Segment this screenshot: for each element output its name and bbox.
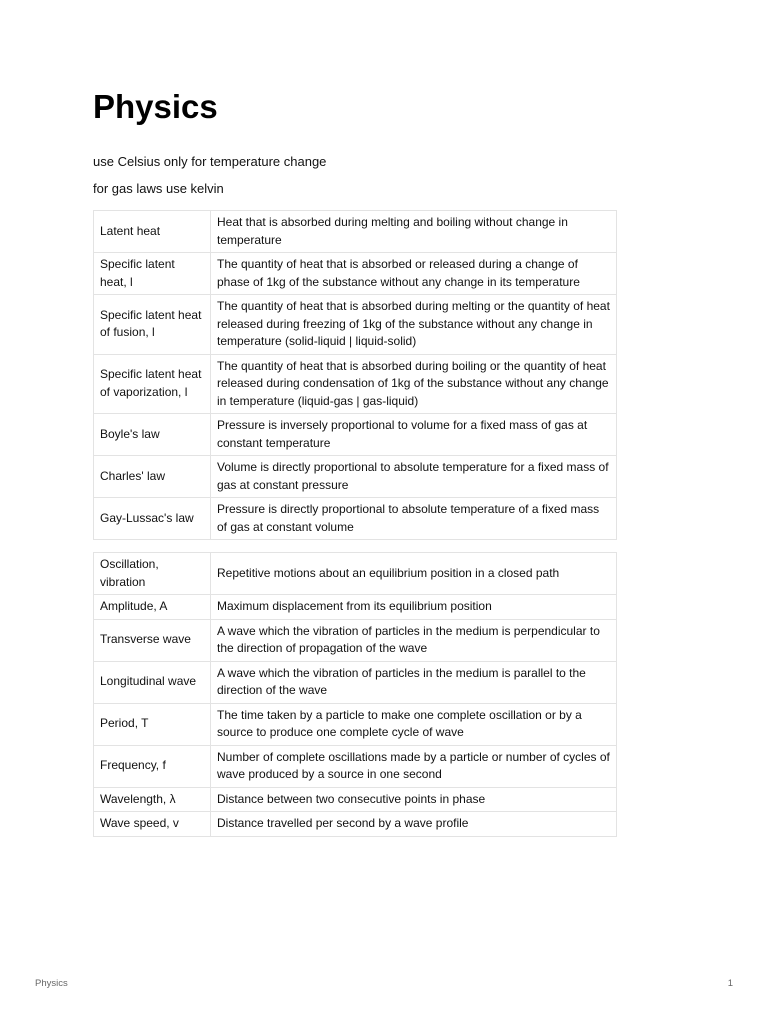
- definition-cell: Volume is directly proportional to absolute temperature for a fixed mass of gas at constant pressure: [211, 456, 617, 498]
- note-kelvin: for gas laws use kelvin: [93, 181, 224, 196]
- term-cell: Charles' law: [94, 456, 211, 498]
- table-row: [94, 812, 617, 837]
- table-row: [94, 703, 617, 745]
- table-row: [94, 553, 617, 595]
- page-content: [93, 88, 617, 837]
- definition-cell: Heat that is absorbed during melting and boiling without change in temperature: [211, 211, 617, 253]
- page-title: Physics: [93, 88, 218, 125]
- footer-document-title: Physics: [35, 978, 68, 989]
- table-row: [94, 619, 617, 661]
- definition-cell: The time taken by a particle to make one complete oscillation or by a source to produce one complete cycle of wave: [211, 703, 617, 745]
- table-row: [94, 295, 617, 355]
- table-row: [94, 745, 617, 787]
- definition-cell: Distance travelled per second by a wave profile: [211, 812, 617, 837]
- table-row: [94, 253, 617, 295]
- term-cell: Latent heat: [94, 211, 211, 253]
- table-row: [94, 498, 617, 540]
- definition-cell: Maximum displacement from its equilibrium position: [211, 595, 617, 620]
- waves-table: [93, 552, 617, 837]
- term-cell: Oscillation, vibration: [94, 553, 211, 595]
- term-cell: Boyle's law: [94, 414, 211, 456]
- table-row: [94, 211, 617, 253]
- term-cell: Specific latent heat of fusion, l: [94, 295, 211, 355]
- term-cell: Wavelength, λ: [94, 787, 211, 812]
- heat-and-gas-laws-table: [93, 210, 617, 540]
- term-cell: Period, T: [94, 703, 211, 745]
- term-cell: Frequency, f: [94, 745, 211, 787]
- term-cell: Longitudinal wave: [94, 661, 211, 703]
- definition-cell: Repetitive motions about an equilibrium position in a closed path: [211, 553, 617, 595]
- footer-page-number: 1: [727, 978, 733, 989]
- table-row: [94, 354, 617, 414]
- definition-cell: A wave which the vibration of particles in the medium is parallel to the direction of the wave: [211, 661, 617, 703]
- table-row: [94, 661, 617, 703]
- term-cell: Transverse wave: [94, 619, 211, 661]
- note-celsius: use Celsius only for temperature change: [93, 154, 327, 169]
- table-row: [94, 414, 617, 456]
- definition-cell: The quantity of heat that is absorbed during boiling or the quantity of heat released during condensation of 1kg of the substance without any change in temperature (liquid-gas | gas-liquid): [211, 354, 617, 414]
- term-cell: Specific latent heat, l: [94, 253, 211, 295]
- table-row: [94, 456, 617, 498]
- definition-cell: Number of complete oscillations made by a particle or number of cycles of wave produced by a source in one second: [211, 745, 617, 787]
- table-row: [94, 787, 617, 812]
- definition-cell: The quantity of heat that is absorbed or released during a change of phase of 1kg of the substance without any change in its temperature: [211, 253, 617, 295]
- definition-cell: The quantity of heat that is absorbed during melting or the quantity of heat released during freezing of 1kg of the substance without any change in temperature (solid-liquid | liquid-solid): [211, 295, 617, 355]
- term-cell: Wave speed, v: [94, 812, 211, 837]
- term-cell: Specific latent heat of vaporization, l: [94, 354, 211, 414]
- definition-cell: Distance between two consecutive points in phase: [211, 787, 617, 812]
- table-row: [94, 595, 617, 620]
- term-cell: Amplitude, A: [94, 595, 211, 620]
- definition-cell: A wave which the vibration of particles in the medium is perpendicular to the direction of propagation of the wave: [211, 619, 617, 661]
- term-cell: Gay-Lussac's law: [94, 498, 211, 540]
- definition-cell: Pressure is inversely proportional to volume for a fixed mass of gas at constant temperature: [211, 414, 617, 456]
- definition-cell: Pressure is directly proportional to absolute temperature of a fixed mass of gas at constant volume: [211, 498, 617, 540]
